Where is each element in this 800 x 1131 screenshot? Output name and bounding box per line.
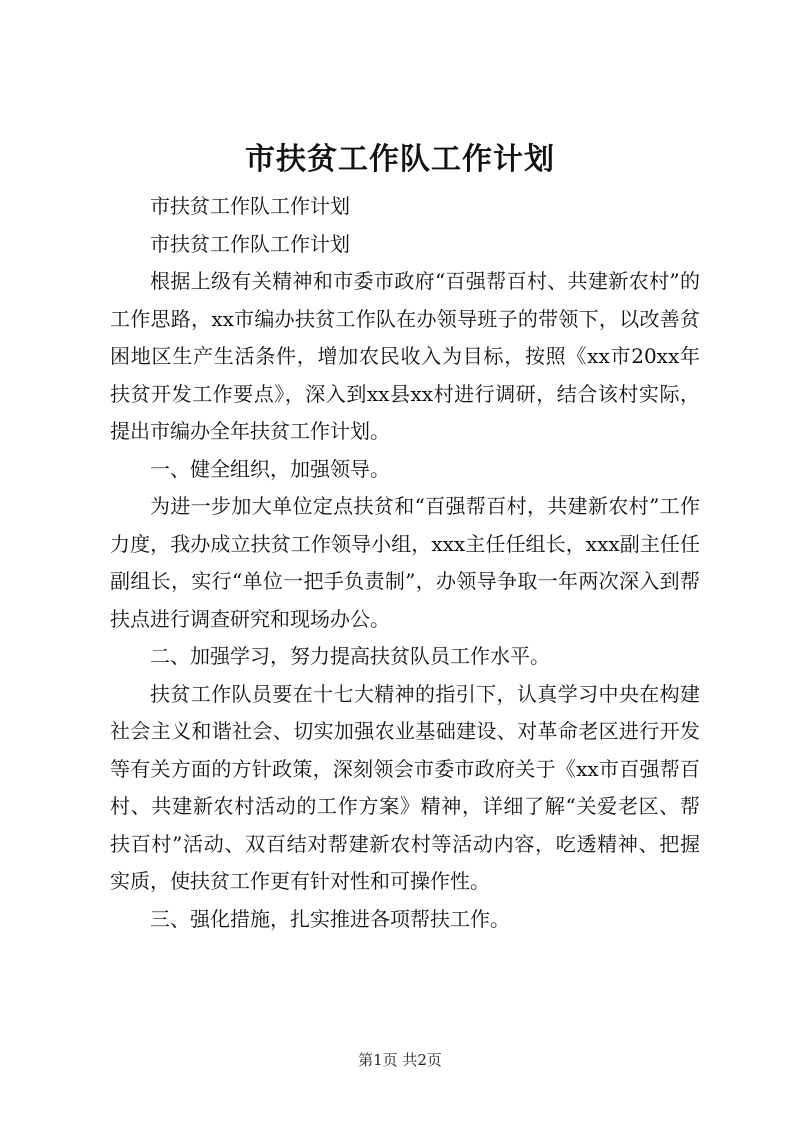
paragraph-section-2: 扶贫工作队员要在十七大精神的指引下，认真学习中央在构建社会主义和谐社会、切实加强农业基础建设、对革命老区进行开发等有关方面的方针政策，深刻领会市委市政府关于《xx市百强帮百村、共建新农村活动的工作方案》精神，详细了解“关爱老区、帮扶百村”活动、双百结对帮建新农村等活动内容，吃透精神、把握实质，使扶贫工作更有针对性和可操作性。 [110,681,700,893]
paragraph-section-1: 为进一步加大单位定点扶贫和“百强帮百村，共建新农村”工作力度，我办成立扶贫工作领导小组，xxx主任任组长，xxx副主任任副组长，实行“单位一把手负责制”，办领导争取一年两次深入到帮扶点进行调查研究和现场办公。 [110,494,700,631]
section-heading-1: 一、健全组织，加强领导。 [150,456,390,481]
section-heading-2: 二、加强学习，努力提高扶贫队员工作水平。 [150,644,550,668]
section-heading-3: 三、强化措施，扎实推进各项帮扶工作。 [150,906,510,931]
document-title: 市扶贫工作队工作计划 [245,142,555,177]
paragraph-subtitle-2: 市扶贫工作队工作计划 [150,231,350,256]
paragraph-subtitle-1: 市扶贫工作队工作计划 [150,194,350,218]
paragraph-intro: 根据上级有关精神和市委市政府“百强帮百村、共建新农村”的工作思路，xx市编办扶贫工作队在办领导班子的带领下，以改善贫困地区生产生活条件，增加农民收入为目标，按照《xx市20xx年扶贫开发工作要点》，深入到xx县xx村进行调研，结合该村实际，提出市编办全年扶贫工作计划。 [110,269,700,443]
document-body [110,188,700,938]
page-number-footer: 第1页 共2页 [358,1051,442,1069]
